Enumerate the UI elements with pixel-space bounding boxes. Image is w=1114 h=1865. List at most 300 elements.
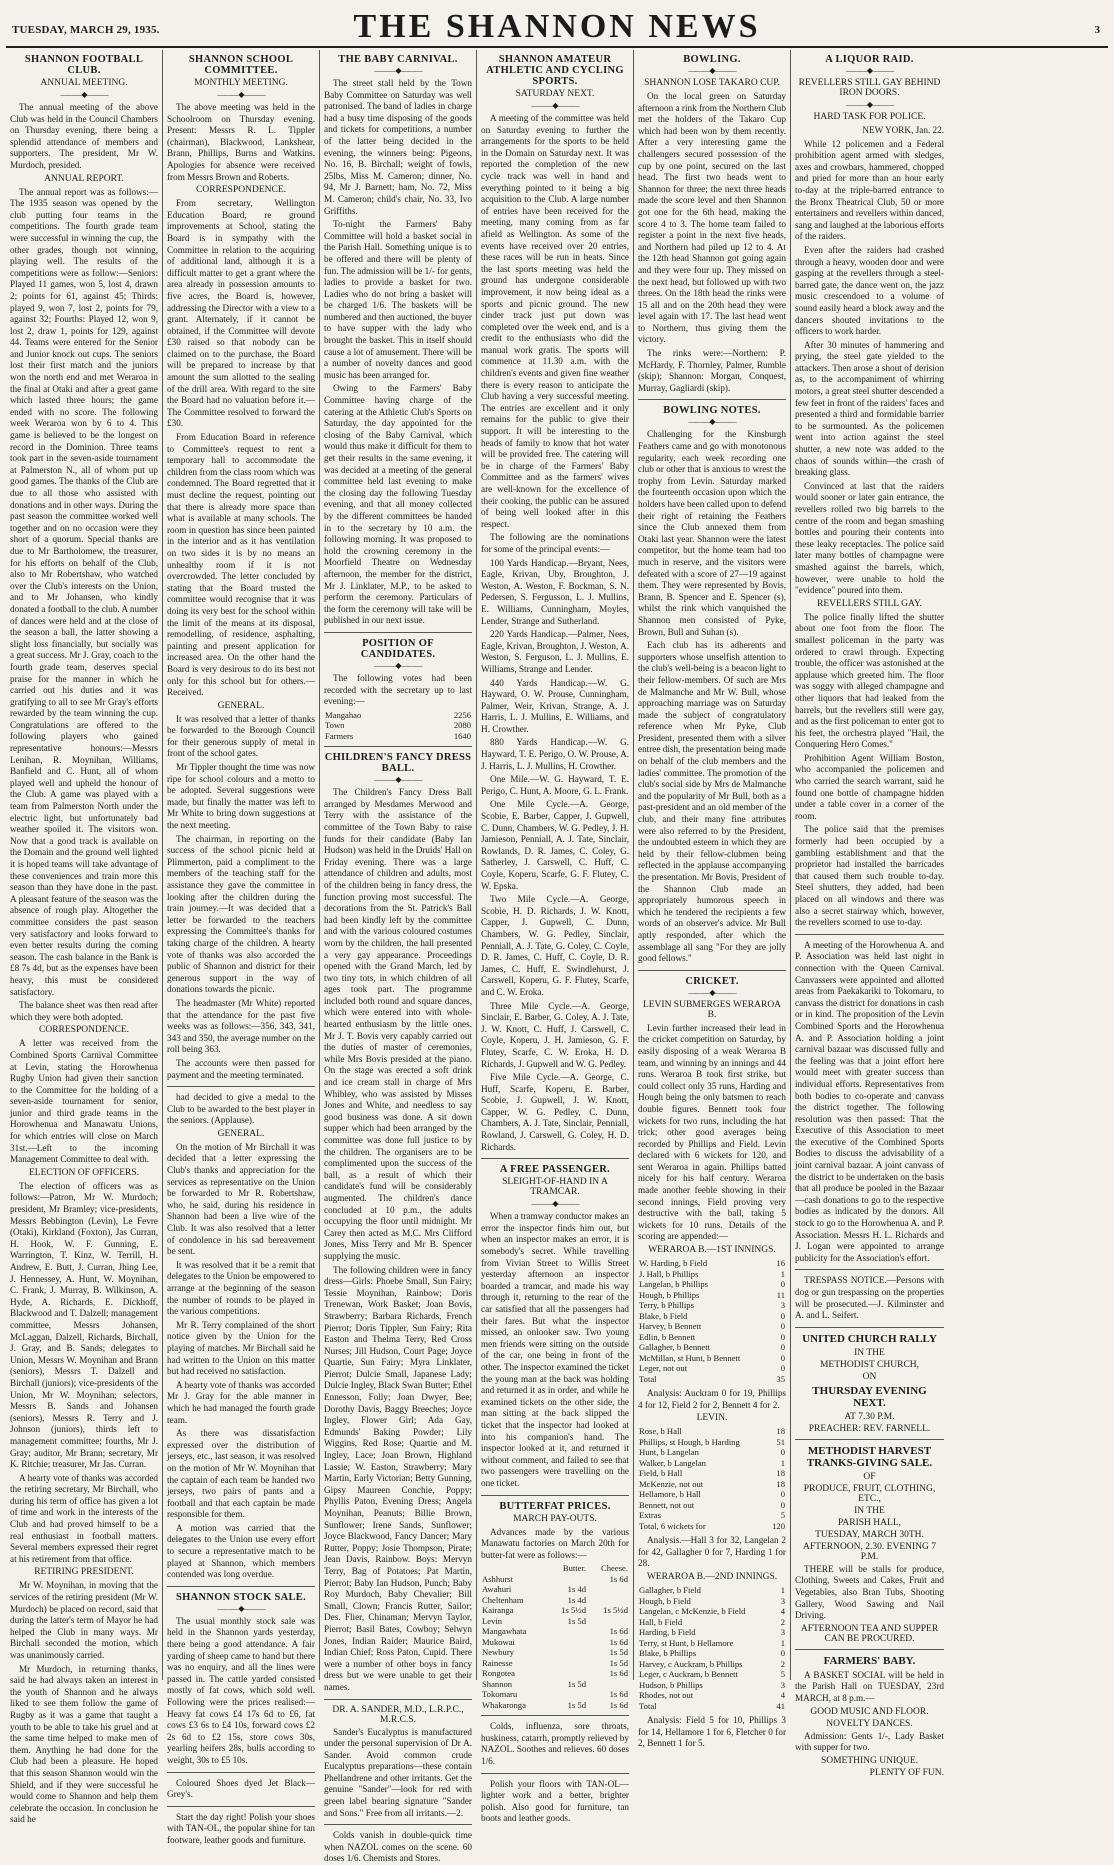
- table-cell: 1s 5½d: [561, 1605, 587, 1616]
- table-row: [324, 731, 472, 742]
- paragraph: A letter was received from the Combined Sports Carnival Committee at Levin, stating the Horowhenua Rugby Union had given their sanction to the Committee for the holding of a seven-aside tournament for senior, junior and third grade teams in the Horowhenua and Manawatu Unions, for which entries will close on March 31st.—Left to the incoming Management Committee to deal with.: [10, 1038, 158, 1165]
- advert-line: THURSDAY EVENING NEXT.: [812, 1384, 927, 1409]
- ornament-divider: [795, 101, 944, 109]
- table-cell: McMillan, st Hunt, b Bennett: [639, 1352, 741, 1363]
- table-cell: Langelan, c McKenzie, b Field: [639, 1606, 746, 1616]
- paragraph: One Mile Cycle.—A. George, Scobie, E. Barber, Capper, J. Gupwell, C. Dunn, Chambers, W. G. Pedley, J. H. Jamieson, Penniall, A. J. Tate, Sinclair, Rowlands, D. R. James, C. Coley, G. Satherley, J. Carswell, C. Huff, C. Coyle, Koperu, Scarfe, G. F. Flutey, C. W. Epska.: [481, 799, 629, 891]
- advert-line: PRODUCE, FRUIT, CLOTHING, ETC.,: [803, 1483, 936, 1504]
- table-cell: [587, 1616, 629, 1627]
- subheading: REVELLERS STILL GAY BEHIND IRON DOORS.: [798, 78, 941, 98]
- table-row: [638, 1321, 786, 1332]
- advert-line: GOOD MUSIC AND FLOOR.: [810, 1706, 929, 1717]
- paragraph: The usual monthly stock sale was held in the Shannon yards yesterday, there being a good attendance. A fair yarding of sheep came to hand but there was no enquiry, and all the lines were passed in. The cattle yarded consisted mostly of fat cows, which sold well. Following were the prices realised:—Heavy fat cows £4 17s 6d to £6, fat cows £3 6s to £4 10s, forward cows £2 2s 6d to £2 15s, store cows 30s, yearling heifers 28s, bulls according to weight, 30s to £5 10s.: [167, 1615, 315, 1765]
- table-row: [324, 720, 472, 731]
- table-row: [481, 1647, 629, 1658]
- table-row: [638, 1269, 786, 1280]
- advert-line: IN THE: [854, 1347, 885, 1358]
- table-cell: Total, 6 wickets for: [639, 1520, 706, 1531]
- table-cell: 4: [780, 1606, 785, 1616]
- table-cell: [548, 1626, 587, 1637]
- subheading: SLEIGHT-OF-HAND IN A TRAMCAR.: [502, 1177, 608, 1198]
- column-5: [634, 50, 791, 1749]
- advert-line: METHODIST CHURCH,: [819, 1359, 920, 1370]
- table-row: [638, 1627, 786, 1638]
- table-row: [638, 1279, 786, 1290]
- table-cell: W. Harding, b Field: [639, 1258, 708, 1269]
- table-cell: Gallagher, b Field: [639, 1585, 701, 1595]
- table-cell: Hall, b Field: [639, 1616, 683, 1627]
- table-cell: Town: [325, 720, 345, 731]
- column-2: [163, 50, 320, 1845]
- scorecard-table: [638, 1426, 786, 1531]
- advert-line: PARISH HALL,: [838, 1517, 901, 1528]
- table-cell: Gallagher, b Bennett: [639, 1342, 711, 1353]
- table-row: [638, 1468, 786, 1479]
- subheading: GENERAL.: [217, 700, 265, 711]
- dateline: NEW YORK, Jan. 22.: [862, 125, 944, 135]
- advert-line: THERE will be stalls for produce, Clothing, Sweets and Cakes, Fruit and Vegetables, also Bran Tubs, Shooting Gallery, Wood Sawing and Nail Driving.: [795, 1563, 944, 1621]
- paragraph: On the motion of Mr Birchall it was decided that a letter expressing the Club's thanks and appreciation for the services as representative on the Union be forwarded to Mr R. Robertshaw, who, he said, during his residence in Shannon had been a live wire of the Club. It was also resolved that a letter of condolence in his sad bereavement be sent.: [167, 1141, 315, 1257]
- trespass-notice: TRESPASS NOTICE.—Persons with dog or gun trespassing on the properties will be prosecuted.—J. Kilminster and A. and L. Seifert.: [795, 1275, 944, 1321]
- table-cell: Shannon: [482, 1678, 513, 1689]
- advert-line: Colds vanish in double-quick time when NAZOL comes on the scene. 60 doses 1/6. Chemists and Stores.: [324, 1830, 472, 1864]
- table-cell: 1: [780, 1457, 785, 1468]
- column-rule: [795, 934, 944, 935]
- table-row: [638, 1648, 786, 1659]
- paragraph: The headmaster (Mr White) reported that the attendance for the past five weeks was as follows:—356, 343, 341, 343 and 350, the average number on the roll being 363.: [167, 997, 315, 1055]
- table-cell: 5: [780, 1510, 785, 1521]
- paragraph: The following are the nominations for some of the principal events:—: [481, 532, 629, 554]
- table-cell: Rongotea: [482, 1668, 515, 1679]
- table-cell: Rainesse: [482, 1657, 513, 1668]
- paragraph: It was resolved that a letter of thanks be forwarded to the Borough Council for their generous supply of metal in front of the school gates.: [167, 713, 315, 759]
- table-cell: 18: [776, 1468, 785, 1479]
- column-6: [791, 50, 948, 1778]
- table-cell: 3: [780, 1627, 785, 1637]
- column-4: [477, 50, 634, 1824]
- table-cell: [548, 1668, 587, 1679]
- masthead: [6, 4, 1108, 48]
- table-cell: Rhodes, not out: [639, 1690, 694, 1700]
- paragraph: The annual meeting of the above Club was held in the Council Chambers on Thursday evening, there being a splendid attendance of members and supporters. The president, Mr W. Murdoch, presided.: [10, 102, 158, 170]
- paragraph: 100 Yards Handicap.—Bryant, Nees, Eagle, Krivan, Uby, Broughton, J. Weston, A. Weston, F. Bockman, S. N. Pedersen, S. Fergusson, L. J. Mullins, E. Williams, Cunningham, Moyles, Lender, Strange and Sutherland.: [481, 557, 629, 626]
- table-cell: 0: [780, 1489, 785, 1500]
- table-row: [324, 710, 472, 721]
- table-row: [638, 1374, 786, 1385]
- ornament-divider: [324, 662, 472, 670]
- table-cell: Hellamore, b Hall: [639, 1489, 701, 1500]
- advert-line: NOVELTY DANCES.: [826, 1718, 913, 1729]
- article-headline: CHILDREN'S FANCY DRESS BALL.: [324, 752, 472, 775]
- table-cell: Mukowai: [482, 1636, 515, 1647]
- table-cell: Harvey, c Auckram, b Phillips: [639, 1658, 743, 1669]
- table-row: [638, 1426, 786, 1437]
- advert-line: AT 7.30 P.M.: [844, 1411, 895, 1422]
- subheading: SATURDAY NEXT.: [515, 89, 595, 99]
- table-row: [638, 1363, 786, 1374]
- table-row: [481, 1605, 629, 1616]
- paragraph: Analysis: Field 5 for 10, Phillips 3 for 14, Hellamore 1 for 6, Fletcher 0 for 2, Bennett 1 for 5.: [638, 1715, 786, 1749]
- table-cell: 1s 6d: [609, 1699, 628, 1710]
- advert-line: Colds, influenza, sore throats, huskiness, catarrh, promptly relieved by NAZOL. Soothes and relieves. 60 doses 1/6.: [481, 1721, 629, 1767]
- table-cell: Rose, b Hall: [639, 1426, 682, 1437]
- table-header: [481, 1563, 548, 1574]
- table-cell: [548, 1647, 587, 1658]
- advert-line: AFTERNOON TEA AND SUPPER CAN BE PROCURED.: [800, 1623, 939, 1644]
- table-row: [638, 1342, 786, 1353]
- column-rule: [167, 1586, 315, 1587]
- article-headline: SHANNON SCHOOL COMMITTEE.: [188, 54, 294, 76]
- table-cell: 1s 6d: [609, 1689, 628, 1700]
- table-row: [638, 1585, 786, 1596]
- advert-line: PREACHER: REV. FARNELL.: [808, 1423, 931, 1434]
- column-rule: [795, 1327, 944, 1328]
- table-cell: Mangawhata: [482, 1626, 527, 1637]
- advert-line: Sander's Eucalyptus is manufactured under the personal supervision of Dr A. Sander. Avoid common crude Eucalyptus preparations—these contain Phellandrene and other irritants. Get the genuine "Sander"—look for red with green label bearing signature "Sander and Sons." Free from all irritants.—2.: [324, 1726, 472, 1818]
- column-rule: [638, 970, 786, 971]
- table-row: [638, 1669, 786, 1680]
- table-row: [481, 1658, 629, 1669]
- table-cell: Mangahao: [325, 709, 362, 720]
- table-cell: 41: [776, 1700, 785, 1711]
- table-cell: 1640: [453, 730, 471, 741]
- table-cell: 0: [780, 1342, 785, 1353]
- paragraph: 440 Yards Handicap.—W. G. Hayward, O. W. Prouse, Cunningham, Palmer, Weir, Krivan, Strange, A. J. Harris, L. J. Mullins, E. Williams, and H. Crowther.: [481, 677, 629, 734]
- paragraph: One Mile.—W. G. Hayward, T. E. Perigo, C. Hunt, A. Moore, G. L. Frank.: [481, 774, 629, 796]
- table-cell: 18: [776, 1478, 785, 1489]
- table-cell: Hunt, b Langelan: [639, 1447, 699, 1458]
- table-cell: Blake, b Phillips: [639, 1648, 697, 1658]
- paragraph: The street stall held by the Town Baby Committee on Saturday was well patronised. The band of ladies in charge had a busy time disposing of the goods and tickets for competitions, a number of the latter being decided in the evening, the winners being: Pigeons, No. 16, B. Birchall; weight of fowls, 25lbs, Miss M. Cameron; dinner, No. 94, Mr J. Barnett; ham, No. 72, Miss M. Cameron; child's chair, No. 33, Ivo Griffiths.: [324, 78, 472, 216]
- ornament-divider: [638, 67, 786, 75]
- paragraph: The police finally lifted the shutter about one foot from the floor. The smallest policeman in the party was ordered to crawl through. Expecting trouble, the officer was astonished at the applause which greeted him. The floor was soggy with alleged champagne and other liquors that had leaked from the barrels, but the revellers still were gay, and as the first policeman to enter got to his feet, the orchestra played "Hail, the Conquering Hero Comes.": [795, 611, 944, 750]
- table-cell: 1s 5d: [567, 1699, 587, 1710]
- paragraph: Each club has its adherents and supporters whose unselfish attention to the club's well-being is a beacon light to their fellow-members. Of such are Mrs de Malmanche and Mr W. Bull, whose approaching marriage was on Saturday made the subject of congratulatory reference when Mr Pyke, Club President, presented them with a silver entree dish, the presentation being made on behalf of the club members and the ladies' committee. The promotion of the club's social side by Mrs de Malmanche and the popularity of Mr Bull, both as a past-president and an old member of the club, and their many fine attributes were also referred to by the President, the undoubted esteem in which they are held by their fellow-clubmen being reflected in the applause accompanying the presentation. Mr Bovis, President of the Shannon Club made an appropriately humorous speech in which he tendered the recipients a few words of an observer's advice. Mr Bull aptly responded, after which the assemblage all sang "For they are jolly good fellows.": [638, 640, 786, 964]
- table-cell: 18: [776, 1426, 785, 1437]
- paragraph: The police said that the premises formerly had been occupied by a gambling establishment and that the proprietor had installed the barricades that caused them such trouble to-day. Steel shutters, they added, had been placed on all windows and there was also a secret stairway which, however, the revellers scorned to use to-day.: [795, 824, 944, 928]
- table-cell: 5: [780, 1669, 785, 1679]
- table-cell: 1s 4d: [567, 1594, 587, 1605]
- ornament-divider: [481, 1200, 629, 1208]
- table-cell: 1s 6d: [609, 1636, 628, 1647]
- paragraph: Analysis.—Hall 3 for 32, Langelan 2 for 42, Gallagher 0 for 7, Harding 1 for 28.: [638, 1535, 786, 1569]
- subheading: ANNUAL REPORT.: [44, 173, 124, 184]
- ornament-divider: [324, 67, 472, 75]
- column-1: [6, 50, 163, 1825]
- paragraph: The following votes had been recorded with the secretary up to last evening:—: [324, 672, 472, 707]
- subheading: ELECTION OF OFFICERS.: [28, 1167, 140, 1178]
- paragraph: When a tramway conductor makes an error the inspector finds him out, but when an inspector makes an error, it is somebody's secret. While travelling from Vivian Street to Willis Street yesterday afternoon an inspector boarded a tramcar, and made his way through it, returning to the rear of the car satisfied that all the passengers had their fares. But what the inspector missed, an onlooker saw. Two young men friends were sitting on the outside of the car, one being in front of the other. The inspector examined the ticket the young man at the back was holding and returned it as in order, and while he examined tickets on the other side, the man sitting at the back slipped the ticket that the inspector had looked at into his companion's hand. The inspector looked at it, and returned it without comment, and failed to see that two passengers were travelling on the one ticket.: [481, 1211, 629, 1488]
- subheading: ANNUAL MEETING.: [40, 78, 128, 88]
- paragraph: The rinks were:—Northern: P. McHardy, F. Thornley, Palmer, Rumble (skip); Shannon: Morgan, Conquest, Murray, Gagliardi (skip).: [638, 348, 786, 393]
- table-cell: 0: [780, 1279, 785, 1290]
- table-row: [638, 1521, 786, 1532]
- table-row: [481, 1700, 629, 1711]
- paragraph: A meeting of the Horowhenua A. and P. Association was held last night in connection with the Queen Carnival. Canvassers were appointed and allotted areas from Paekakariki to Tokomaru, to canvass the district for donations in cash or in kind. The proposition of the Levin Combined Sports and the Horowhenua A. and P. Association holding a joint carnival bazaar was discussed fully and the feeling was that a joint effort here would meet with greater success than individual efforts. Representatives from both bodies to co-operate and canvass the district together. The following resolution was then passed: That the Executive of this Association to meet the executive of the Combined Sports Bodies to discuss the advisability of a joint carnival bazaar. A joint canvass of the district to be undertaken on the basis that all produce be pooled in the Bazaar—cash donations to go to the respective bodies as indicated by the donors. All stock to go to the Horowhenua A. and P. Association. Messrs H. L. Richards and J. Logan were appointed to arrange publicity for the Association's effort.: [795, 939, 945, 1263]
- table-cell: 1: [780, 1637, 785, 1648]
- table-cell: 120: [772, 1520, 785, 1531]
- paragraph: As there was dissatisfaction expressed over the distribution of jerseys, etc., last season, it was resolved on the motion of Mr W. Moynihan that the captain of each team be handed two jerseys, two pairs of pants and a football and that each captain be made responsible for them.: [167, 1428, 315, 1520]
- table-cell: Hough, b Phillips: [639, 1289, 700, 1300]
- table-cell: 1s 5½d: [603, 1605, 628, 1616]
- table-cell: J. Hall, b Phillips: [639, 1268, 699, 1279]
- table-cell: 2: [780, 1616, 785, 1627]
- article-headline: BOWLING NOTES.: [663, 405, 761, 417]
- table-cell: Bennett, not out: [639, 1499, 695, 1510]
- paragraph: Three Mile Cycle.—A. George, Sinclair, E. Barber, G. Coley, A. J. Tate, J. W. Knott, C. Huff, J. Carswell, C. Coyle, Koperu, J. H. Jamieson, G. F. Flutey, Scarfe, C. W. Eroka, H. D. Richards, J. Gupwell and W. G. Pedley.: [481, 1000, 629, 1069]
- table-cell: Extras: [639, 1510, 661, 1521]
- table-row: [481, 1626, 629, 1637]
- table-row: [638, 1258, 786, 1269]
- table-cell: 0: [780, 1447, 785, 1458]
- subheading: WERAROA B.—2ND INNINGS.: [646, 1572, 778, 1582]
- table-row: [638, 1510, 786, 1521]
- table-cell: [587, 1679, 629, 1690]
- table-cell: [587, 1595, 629, 1606]
- ornament-divider: [481, 102, 629, 110]
- table-row: [638, 1701, 786, 1712]
- paragraph: Mr Murdoch, in returning thanks, said he had always taken an interest in the youth of Shannon and he always liked to see them follow the game of Rugby as it was a game that taught a youth to be able to take his gruel and at the same time helped to make men of them. Anything he had done for the Club had been a pleasure. He hoped that this season Shannon would win the Shield, and if they were successful he would come to Shannon and help them celebrate the occasion. In conclusion he said he: [10, 1663, 158, 1825]
- table-row: [638, 1638, 786, 1649]
- table-header: Butter.: [562, 1563, 587, 1574]
- table-cell: Langelan, b Phillips: [639, 1279, 708, 1290]
- table-row: [638, 1690, 786, 1701]
- table-cell: Terry, st Hunt, b Hellamore: [639, 1637, 734, 1648]
- table-cell: Levin: [482, 1615, 503, 1626]
- column-3: [320, 50, 477, 1864]
- table-cell: 0: [780, 1499, 785, 1510]
- table-row: [638, 1437, 786, 1448]
- table-header-row: [481, 1563, 629, 1574]
- paragraph: The balance sheet was then read after which they were both adopted.: [10, 1000, 158, 1022]
- advert-line: Polish your floors with TAN-OL—lighter work and a better, brighter polish. Also good for furniture, tan boots and leather goods.: [481, 1778, 629, 1824]
- paragraph: After 30 minutes of hammering and prying, the steel gate yielded to the attackers. Then arose a shout of derision as, to the accompaniment of whirring motors, a great steel shutter descended a few feet in front of the raiders' faces and presented a third and formidable barrier to be surmounted. As the policemen went into action against the steel shutter, a new note was added to the chaos of sounds within—the crash of breaking glass.: [795, 339, 944, 478]
- table-cell: 0: [780, 1310, 785, 1321]
- columns: [6, 50, 1108, 1864]
- table-cell: Walker, b Langelan: [639, 1457, 706, 1468]
- table-row: [638, 1447, 786, 1458]
- advert-line: A BASKET SOCIAL will be held in the Parish Hall on TUESDAY, 23rd MARCH, at 8 p.m.—: [795, 1669, 944, 1703]
- table-cell: 4: [780, 1690, 785, 1700]
- paragraph: The above meeting was held in the Schoolroom on Thursday evening. Present: Messrs R. L. Tippler (chairman), Blackwood, Lankshear, Brann, Phillips, Burns and Watkins. Apologies for absence were received from Messrs Brown and Roberts.: [167, 102, 315, 182]
- advert-line: Start the day right! Polish your shoes with TAN-OL, the popular shine for tan footware, leather goods and furniture.: [167, 1811, 315, 1845]
- paragraph: The election of officers was as follows:—Patron, Mr W. Murdoch; president, Mr Bramley; vice-presidents, Messrs Bebbington (Levin), Le Fevre (Otaki), Kirkland (Foxton), Jas Curran, H. Hook, W. F. Gunning, E. Warrington, T. Kinz, W. Terrill, H. Andrew, E. Butt, J. Curran, Jhing Lee, J. Hennessey, A. Hunt, W. Moynihan, C. Frank, J. Murray, B. Wilkinson, A. Hyde, A. Richards, E. Dickhoff, Blackwood and T. Dalzell; management committee, Messrs Johansen, McLaggan, Dalzell, Richards, Birchall, J. Gray, and B. Sands; delegates to Union, Messrs W. Moynihan and Brann (seniors), Messrs T. Dalzell and Birchall (juniors); vice-presidents of the Union, Mr W. Moynihan; selectors, Messrs B. Sands and Johansen (seniors), Messrs R. Terry and J. Johnson (juniors), thirds left to management committee; fourths, Mr J. Gray; auditor, Mr Brann; secretary, Mr K. Ritchie; treasurer, Mr Jas. Curran.: [10, 1180, 158, 1470]
- table-row: [481, 1679, 629, 1690]
- paragraph: The following children were in fancy dress—Girls: Phoebe Small, Sun Fairy; Tessie Moynihan, Rainbow; Doris Trenewan, Work Basket; Joan Bovis, Strawberry; Barbara Richards, French Pierrot; Doris Tippler, Sun Fairy; Rita Easton and Thelma Terry, Red Cross Nurses; Jill Hudson, Court Page; Joyce Quartie, Sun Fairy; Myra Linklater, Pierrot; Dulcie Small, Japanese Lady; Dulcie Ingley, Black Swan Butter; Ethel Ennesson, Folly; Joan Dwyer, Bee; Dorothy Davis, Baggy Breeches; Joyce Ingley, Flower Girl; Ada Gay, Edmunds' Baking Powder; Lily Wiggins, Red Rose; Quartie and M. Ingley, Lace; Joan Brown, Highland Lassie; W. Easton, Strawberry; Mary Martin, Early Victorian; Betty Gunning, Gipsy Maureen Conchie, Poppy; Phyllis Paton, Evening Dress; Angela Moynihan, Peanuts; Billie Brown, Sunflower; Irene Sands, Sunflower; Joyce Blackwood, Fancy Dancer; Mary Rutter, Poppy; Josie Thompson, Pirate; Jean Davis, Rainbow. Boys: Mervyn Terry, Bag of Potatoes; Pat Martin, Pierrot; Baby Ian Hudson, Punch; Baby Roy Murdoch, Baby Chevalier; Bill Small, Clown; Francis Rutter, Sailor; Des. Flier, Chinaman; Mervyn Taylor, Pierrot; Basil Bates, Cowboy; Selwyn Jones, Indian Raider; Maurice Baird, Indian Chief; Ross Paton, Cupid. There were a number of other boys in fancy dress but we were unable to get their names.: [324, 1264, 472, 1692]
- table-cell: 1s 6d: [609, 1573, 628, 1584]
- paragraph: The annual report was as follows:—The 1935 season was opened by the club putting four teams in the competitions. The fourth grade team were successful in winning the cup, the other grades, though not winning, playing well. The results of the competitions were as follow:—Seniors: Played 11 games, won 5, lost 4, drawn 2; points for 61, against 45; Thirds: played 9, won 7, lost 2, points for 79, against 32; Fourths: Played 12, won 9, lost 2, draw 1, points for 129, against 44. Teams were entered for the Senior and Junior knock out cups. The seniors lost their first match and the juniors won the north end and met Weraroa in the final at Otaki and after a great game which lasted three hours; the game ended with no score. The following week Weraroa won by 6 to 4. This game is believed to be the longest on record in the Dominion. Three teams took part in the seven-aside tournament at Palmerston N., all of whom put up good games. The thanks of the Club are due to all those who assisted with donations and in other ways. During the past season the committee worked well together and on no occasion were they short of a quorum. Special thanks are due to Mr Bartholomew, the treasurer, for his efforts on behalf of the Club, also to Mr Robertshaw, who watched over the Club's interests on the Union, and to Mr Johansen, who kindly donated a football to the club. A number of dances were held and at the close of the season a ball, the latter showing a slight loss financially, but socially was a great success. Mr J. Gray, coach to the fourth grade team, deserves special praise for the manner in which he carried out his duties and it was gratifying to all to see Mr Gray's efforts rewarded by the team winning the cup. Congratulations are offered to the following players who gained representative honours:—Messrs Lenihan, R. Moynihan, Williams, Banfield and C. Hunt, all of whom played well and upheld the honour of the Club. A game was played with a team from Palmerston North under the electric light, but unfortunately bad weather spoiled it. The visitors won. Now that a good track is available on the Domain and the ground well lighted it is hoped teams will take advantage of these conveniences and train more this season than they have done in the past. A pleasant feature of the season was the absence of rough play. Altogether the committee considers the past season very satisfactory and looks forward to even better results during the coming season. The cash balance in the Bank is £8 7s 4d, but as the expenses have been heavy, this must be considered satisfactory.: [10, 186, 158, 997]
- paragraph: A meeting of the committee was held on Saturday evening to further the arrangements for the sports to be held in the Domain on Saturday next. It was reported the completion of the new cycle track was well in hand and everything pointed to it being a big acquisition to the Club. A large number of entries have been received for the meeting, many coming from as far afield as Wellington. As some of the events have received over 20 entries, these races will be run in heats. Since the last sports meeting was held the ground has undergone considerable improvement, it now being ideal as a sports and picnic ground. The new cinder track just put down was completed over the week end, and is a credit to the enthusiasts who did the manual work gratis. The sports will commence at 11.30 a.m. with the children's events and given fine weather there is every reason to anticipate the Club having a very successful meeting. The entries are excellent and it only remains for the public to give their support. It will be interesting to the heads of family to know that hot water will be provided free. The catering will be in charge of the Farmers' Baby Committee and as the farmers' wives are well-known for the excellence of their cooking, the public can be assured of being well looked after in this respect.: [481, 113, 629, 529]
- page-number: 3: [1094, 24, 1100, 36]
- scorecard-table: [638, 1585, 786, 1711]
- paragraph: Mr R. Terry complained of the short notice given by the Union for the playing of matches. Mr Birchall said he had written to the Union on this matter but had received no satisfaction.: [167, 1319, 315, 1377]
- table-cell: Whakaronga: [482, 1699, 526, 1710]
- ornament-divider: [324, 776, 472, 784]
- table-cell: Phillips, st Hough, b Harding: [639, 1436, 740, 1447]
- table-cell: 1: [780, 1268, 785, 1279]
- subheading: MONTHLY MEETING.: [194, 78, 288, 88]
- butterfat-table: [481, 1563, 629, 1710]
- table-row: [481, 1574, 629, 1585]
- table-row: [638, 1290, 786, 1301]
- ornament-divider: [167, 91, 315, 99]
- column-rule: [481, 1773, 629, 1774]
- table-cell: 1s 6d: [609, 1668, 628, 1679]
- table-row: [481, 1637, 629, 1648]
- table-cell: [587, 1584, 629, 1595]
- table-cell: 0: [780, 1331, 785, 1342]
- table-row: [481, 1584, 629, 1595]
- table-row: [638, 1617, 786, 1628]
- paragraph: Analysis: Auckram 0 for 19, Phillips 4 for 12, Field 2 for 2, Bennett 4 for 2.: [638, 1388, 786, 1410]
- advert-line: ON: [862, 1371, 877, 1382]
- table-row: [638, 1332, 786, 1343]
- paragraph: From secretary, Wellington Education Board, re ground improvements at School, stating the Board is in sympathy with the Committee in relation to the acquiring of additional land, although it is a difficult matter to get a grant where the area already in possession amounts to five acres, the Board is, however, addressing the Director with a view to a grant. Alternately, if it cannot be obtained, if the Committee will devote £30 raised so that nobody can be claimed on to the purchase, the Board will be prepared to increase by that amount the sum allotted to the sealing of the drill area. With regard to the site the Board had no valuation before it.—The Committee resolved to forward the £30.: [167, 198, 315, 429]
- ornament-divider: [638, 418, 786, 426]
- article-headline: SHANNON AMATEUR ATHLETIC AND CYCLING SPORTS.: [486, 54, 624, 87]
- table-cell: Cheltenham: [482, 1594, 524, 1605]
- table-row: [638, 1311, 786, 1322]
- table-cell: Leger, not out: [639, 1363, 688, 1374]
- subheading: LEVIN.: [696, 1413, 728, 1424]
- table-row: [638, 1489, 786, 1500]
- table-cell: [548, 1689, 587, 1700]
- table-cell: 0: [780, 1321, 785, 1332]
- column-rule: [638, 399, 786, 400]
- table-cell: [548, 1637, 587, 1648]
- subheading: GENERAL.: [217, 1128, 265, 1139]
- ornament-divider: [10, 91, 158, 99]
- table-cell: 0: [780, 1363, 785, 1374]
- table-cell: Awahuri: [482, 1584, 512, 1595]
- paragraph: Two Mile Cycle.—A. George, Scobie, H. D. Richards, J. W. Knott, Capper, J. Gupwell, C. Dunn, Chambers, W. G. Pedley, Sinclair, Penniall, A. J. Tate, G. Coley, C. Coyle, D. R. James, C. Huff, C. Coyle, D. R. James, C. Huff, E. Swindlehurst, J. Carswell, Koperu, G. F. Flutey, Scarfe, and C. W. Eroka.: [481, 894, 629, 997]
- newspaper-page: [6, 4, 1108, 1864]
- table-cell: [548, 1574, 587, 1585]
- table-row: [638, 1458, 786, 1469]
- advert-line: PLENTY OF FUN.: [869, 1767, 944, 1778]
- newspaper-title: THE SHANNON NEWS: [353, 8, 761, 45]
- subheading: MARCH PAY-OUTS.: [513, 1513, 597, 1524]
- article-headline: BUTTERFAT PRICES.: [499, 1500, 611, 1512]
- ornament-divider: [638, 989, 786, 997]
- table-row: [638, 1680, 786, 1691]
- article-headline: A FREE PASSENGER.: [499, 1164, 611, 1176]
- paragraph: The Children's Fancy Dress Ball arranged by Mesdames Merwood and Terry with the assistance of the committee of the Town Baby to raise funds for their candidate (Baby Ian Hudson) was held in the Druids' Hall on Friday evening. There was a large attendance of children and adults, most of the children being in fancy dress, the function proving most successful. The decorations from the St. Patrick's Ball had been kindly left by the committee and with the various coloured costumes worn by the children, the hall presented a very gay appearance. Proceedings opened with the Grand March, led by two tiny tots, in which children of all ages took part. The programme included both round and square dances, which were entered into with whole-hearted enthusiasm by the little ones. Mr J. T. Bovis very capably carried out the duties of master of ceremonies, while Mrs Bovis presided at the piano. On the stage was erected a soft drink and ice cream stall in charge of Mrs Whibley, who was assisted by Misses Jones and White, and needless to say good business was done. A sit down supper which had been arranged by the committee was done full justice to by the children. The organisers are to be complimented upon the success of the ball, as a result of which their candidate's fund will be considerably augmented. The children's dance concluded at 10 p.m., the adults occupying the floor until midnight. Mr Carey then acted as M.C. Mrs Clifford Jones, Miss Terry and Mr B. Spencer supplying the music.: [324, 787, 472, 1261]
- table-cell: Blake, b Field: [639, 1310, 688, 1321]
- votes-table: [324, 710, 472, 742]
- subheading: WERAROA B.—1ST INNINGS.: [648, 1245, 776, 1256]
- advert-line: IN THE: [854, 1505, 885, 1516]
- table-cell: Tokomaru: [482, 1689, 518, 1700]
- advert-heading: UNITED CHURCH RALLY: [802, 1332, 937, 1345]
- table-cell: Total: [639, 1700, 657, 1711]
- table-cell: Ashhurst: [482, 1573, 514, 1584]
- paragraph: A hearty vote of thanks was accorded the retiring secretary, Mr Birchall, who during his term of office has given a lot of time and work in the interests of the Club and had proved himself to be a real enthusiast in football matters. Several members expressed their regret at his retirement from that office.: [10, 1472, 158, 1564]
- column-rule: [324, 746, 472, 747]
- table-cell: Field, b Hall: [639, 1468, 683, 1479]
- paragraph: Mr Tippler thought the time was now ripe for school colours and a motto to be adopted. Several suggestions were made, but finally the matter was left to Mr White to bring down suggestions at the next meeting.: [167, 762, 315, 831]
- column-rule: [167, 1806, 315, 1807]
- column-rule: [481, 1495, 629, 1496]
- paragraph: Convinced at last that the raiders would sooner or later gain entrance, the revellers rolled two big barrels to the centre of the room and began smashing bottles and pouring their contents into these leaky receptacles. The police said later many bottles of champagne were smashed against the barrels, which, however, were unable to hold the "evidence" poured into them.: [795, 480, 944, 596]
- table-cell: Harding, b Field: [639, 1627, 696, 1637]
- article-headline: SHANNON FOOTBALL CLUB.: [24, 54, 144, 76]
- table-cell: 1s 5d: [567, 1615, 587, 1626]
- subheading: CORRESPONDENCE.: [196, 185, 286, 196]
- table-row: [481, 1616, 629, 1627]
- paragraph: Advances made by the various Manawatu factories on March 20th for butter-fat were as follows:—: [481, 1526, 629, 1560]
- ornament-divider: [795, 67, 944, 75]
- table-cell: Terry, b Phillips: [639, 1300, 694, 1311]
- column-rule: [795, 1649, 944, 1650]
- paragraph: From Education Board in reference to Committee's request to rent a temporary hall to accommodate the children from the class room which was condemned. The Board regretted that it must decline the request, pointing out that there is already more space than what is available at many schools. The room in question has since been painted in the interior and as it has ventilation on two sides it is by no means an unhealthy room if it is not overcrowded. The letter concluded by stating that the Board trusted the committee would recognise that it was doing its very best for the school within the limit of the means at its disposal, remodelling, of residence, asphalting, painting and present application for increased area. On the other hand the Board is very desirous to do its best not only for this school but for others.—Received.: [167, 432, 315, 698]
- table-cell: 1s 5d: [609, 1647, 628, 1658]
- subheading: LEVIN SUBMERGES WERAROA B.: [642, 999, 782, 1020]
- column-rule: [324, 1699, 472, 1700]
- advert-heading: METHODIST HARVEST TRANKS-GIVING SALE.: [806, 1444, 933, 1469]
- column-rule: [167, 1772, 315, 1773]
- paragraph: It was resolved that it be a remit that delegates to the Union be empowered to arrange at the beginning of the season the number of rounds to be played in the various competitions.: [167, 1259, 315, 1317]
- table-row: [638, 1606, 786, 1617]
- table-cell: 3: [780, 1300, 785, 1311]
- table-cell: Kairanga: [482, 1605, 514, 1616]
- subheading: RETIRING PRESIDENT.: [34, 1567, 134, 1578]
- paragraph: 880 Yards Handicap.—W. G. Hayward, T. E. Perigo, O. W. Prouse, A. J. Harris, L. J. Mullins, H. Crowther.: [481, 737, 629, 771]
- table-cell: 3: [780, 1595, 785, 1606]
- article-headline: POSITION OF CANDIDATES.: [360, 637, 436, 660]
- column-rule: [324, 1824, 472, 1825]
- column-rule: [795, 1439, 944, 1440]
- advert-line: Admission: Gents 1/-, Lady Basket with supper for two.: [795, 1730, 944, 1753]
- advert-line: AFTERNOON, 2.30. EVENING 7 P.M.: [803, 1541, 936, 1562]
- advert-heading: DR. A. SANDER, M.D., L.R.P.C., M.R.C.S.: [332, 1704, 464, 1725]
- paragraph: A motion was carried that the delegates to the Union use every effort to secure a representative match to be played at Shannon, which members contended was long overdue.: [167, 1522, 315, 1580]
- column-rule: [481, 1158, 629, 1159]
- table-row: [481, 1668, 629, 1679]
- advert-heading: FARMERS' BABY.: [823, 1654, 916, 1667]
- table-row: [638, 1500, 786, 1511]
- article-headline: A LIQUOR RAID.: [825, 54, 914, 65]
- paragraph: Mr W. Moynihan, in moving that the services of the retiring president (Mr W. Murdoch) be placed on record, said that during the latter's term of Mayor he had helped the Club in many ways. Mr Birchall seconded the motion, which was unanimously carried.: [10, 1580, 158, 1660]
- table-cell: McKenzie, not out: [639, 1478, 704, 1489]
- scorecard-table: [638, 1258, 786, 1384]
- table-cell: 16: [776, 1258, 785, 1269]
- table-row: [638, 1353, 786, 1364]
- advert-line: Coloured Shoes dyed Jet Black—Grey's.: [167, 1777, 315, 1800]
- paragraph: 220 Yards Handicap.—Palmer, Nees, Eagle, Krivan, Broughton, J. Weston, A. Weston, S. Ferguson, L. J. Mullins, E. Williams, Strange and Lender.: [481, 629, 629, 674]
- table-cell: Farmers: [325, 730, 354, 741]
- table-cell: 1s 5d: [567, 1678, 587, 1689]
- table-cell: 0: [780, 1352, 785, 1363]
- table-cell: Edlin, b Bennett: [639, 1331, 696, 1342]
- table-header: Cheese.: [601, 1563, 628, 1574]
- subheading: CORRESPONDENCE.: [39, 1025, 129, 1036]
- table-cell: 11: [776, 1289, 785, 1300]
- table-row: [638, 1300, 786, 1311]
- paragraph: Levin further increased their lead in the cricket competition on Saturday, by easily disposing of a weak Weraroa B team, and winning by an innings and 44 runs. Weraroa B took first strike, but could collect only 35 runs, Harding and Hough being the only batsmen to reach double figures. Bennett took four wickets for two runs, including the hat trick; other good averages being recorded by Phillips and Field. Levin declared with 6 wickets for 120, and sent Weraroa in again. Phillips batted nicely for his half century. Weraroa made another feeble showing in their second innings, Field proving very destructive with the ball, taking 5 wickets for 10 runs. Details of the scoring are appended:—: [638, 1022, 786, 1242]
- table-cell: 51: [776, 1436, 785, 1447]
- table-cell: Newbury: [482, 1647, 514, 1658]
- paragraph: Prohibition Agent William Boston, who accompanied the policemen and who carried the search warrant, said he found one bottle of champagne hidden under a table cover in a corner of the room.: [795, 752, 944, 821]
- advert-line: TUESDAY, MARCH 30TH.: [815, 1529, 924, 1540]
- table-row: [481, 1595, 629, 1606]
- article-headline: BOWLING.: [683, 54, 741, 65]
- paragraph: Even after the raiders had crashed through a heavy, wooden door and were gasping at the revellers through a steel-barred gate, the dance went on, the jazz music crescendoed to a volume of sound easily heard a block away and the dancers shouted invitations to the officers to work harder.: [795, 244, 944, 337]
- paragraph: Owing to the Farmers' Baby Committee having charge of the catering at the Athletic Club's Sports on Saturday, the day appointed for the closing of the Baby Carnival, which would thus make it difficult for them to get their results in the same evening, it was decided at a meeting of the general committee held last evening to make the closing day the following Tuesday evening, and that all money collected by the different committees be handed in to the secretary by 10 a.m. the following morning. It was proposed to hold the crowning ceremony in the Moorfield Theatre on Wednesday afternoon, the member for the district, Mr J. Linklater, M.P., to be asked to perform the ceremony. Particulars of the form the ceremony will take will be published in our next issue.: [324, 383, 472, 626]
- table-row: [638, 1479, 786, 1490]
- ornament-divider: [167, 1605, 315, 1613]
- table-cell: Harvey, b Bennett: [639, 1321, 702, 1332]
